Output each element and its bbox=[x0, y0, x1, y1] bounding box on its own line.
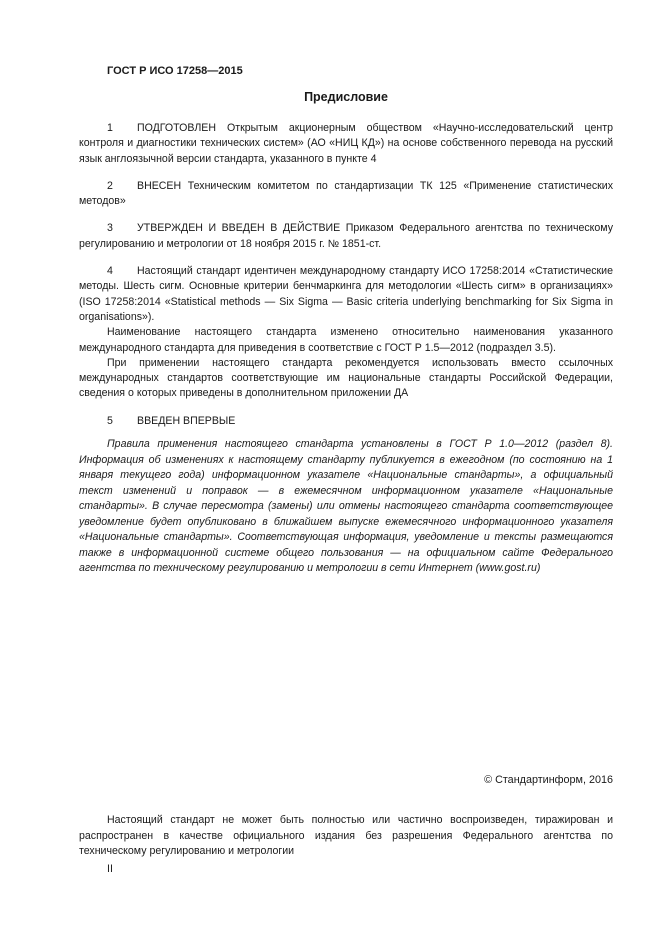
item-text: ВНЕСЕН Техническим комитетом по стандартизации ТК 125 «Применение статистических методов» bbox=[79, 179, 613, 208]
rules-notice: Правила применения настоящего стандарта установлены в ГОСТ Р 1.0—2012 (раздел 8). Информация об изменениях к настоящему стандарту публикуется в ежегодном (по состоянию на 1 января текущего года) информационном указателе «Национальные стандарты», а официальный текст изменений и поправок — в ежемесячном информационном указателе «Национальные стандарты». В случае пересмотра (замены) или отмены настоящего стандарта соответствующее уведомление будет опубликовано в ближайшем выпуске ежемесячного информационного указателя «Национальные стандарты». Соответствующая информация, уведомление и тексты размещаются также в информационной системе общего пользования — на официальном сайте Федерального агентства по техническому регулированию и метрологии в сети Интернет (www.gost.ru) bbox=[79, 438, 613, 574]
item-number: 3 bbox=[107, 222, 113, 235]
preface-item-2 bbox=[79, 179, 613, 210]
item-number: 5 bbox=[107, 414, 113, 427]
item-text: УТВЕРЖДЕН И ВВЕДЕН В ДЕЙСТВИЕ Приказом Федерального агентства по техническому регулированию и метрологии от 18 ноября 2015 г. № 1851-ст. bbox=[79, 222, 613, 250]
item-4-usage-note: При применении настоящего стандарта рекомендуется использовать вместо ссылочных международных стандартов соответствующие им национальные стандарты Российской Федерации, сведения о которых приведены в дополнительном приложении ДА bbox=[79, 356, 613, 400]
page-number: II bbox=[107, 863, 113, 875]
page-title: Предисловие bbox=[304, 90, 388, 104]
item-number: 1 bbox=[107, 122, 113, 134]
document-code: ГОСТ Р ИСО 17258—2015 bbox=[107, 65, 243, 77]
item-number: 2 bbox=[107, 179, 113, 192]
item-text: ПОДГОТОВЛЕН Открытым акционерным обществом «Научно-исследовательский центр контроля и диагностики технических систем» (АО «НИЦ КД») на основе собственного перевода на русский язык англоязычной версии стандарта, указанного в пункте 4 bbox=[79, 122, 613, 165]
reproduction-notice: Настоящий стандарт не может быть полностью или частично воспроизведен, тиражирован и распространен в качестве официального издания без разрешения Федерального агентства по техническому регулированию и метрологии bbox=[79, 814, 613, 857]
item-text: Настоящий стандарт идентичен международному стандарту ИСО 17258:2014 «Статистические методы. Шесть сигм. Основные критерии бенчмаркинга для методологии «Шесть сигм» в организациях» (ISO 17258:2014 «Statistical methods — Six Sigma — Basic criteria underlying benchmarking for Six Sigma in organisations»). bbox=[79, 265, 613, 323]
item-4-title-change-note: Наименование настоящего стандарта изменено относительно наименования указанного международного стандарта для приведения в соответствие с ГОСТ Р 1.5—2012 (подраздел 3.5). bbox=[79, 326, 613, 354]
item-text: ВВЕДЕН ВПЕРВЫЕ bbox=[137, 414, 236, 427]
preface-items bbox=[79, 121, 613, 429]
reproduction-notice-block bbox=[79, 813, 613, 860]
preface-item-4 bbox=[79, 264, 613, 325]
preface-item-5 bbox=[79, 414, 613, 429]
copyright: © Стандартинформ, 2016 bbox=[484, 774, 613, 786]
preface-item-1 bbox=[79, 121, 613, 167]
item-number: 4 bbox=[107, 265, 113, 278]
preface-item-3 bbox=[79, 221, 613, 252]
rules-notice-block bbox=[79, 437, 613, 577]
